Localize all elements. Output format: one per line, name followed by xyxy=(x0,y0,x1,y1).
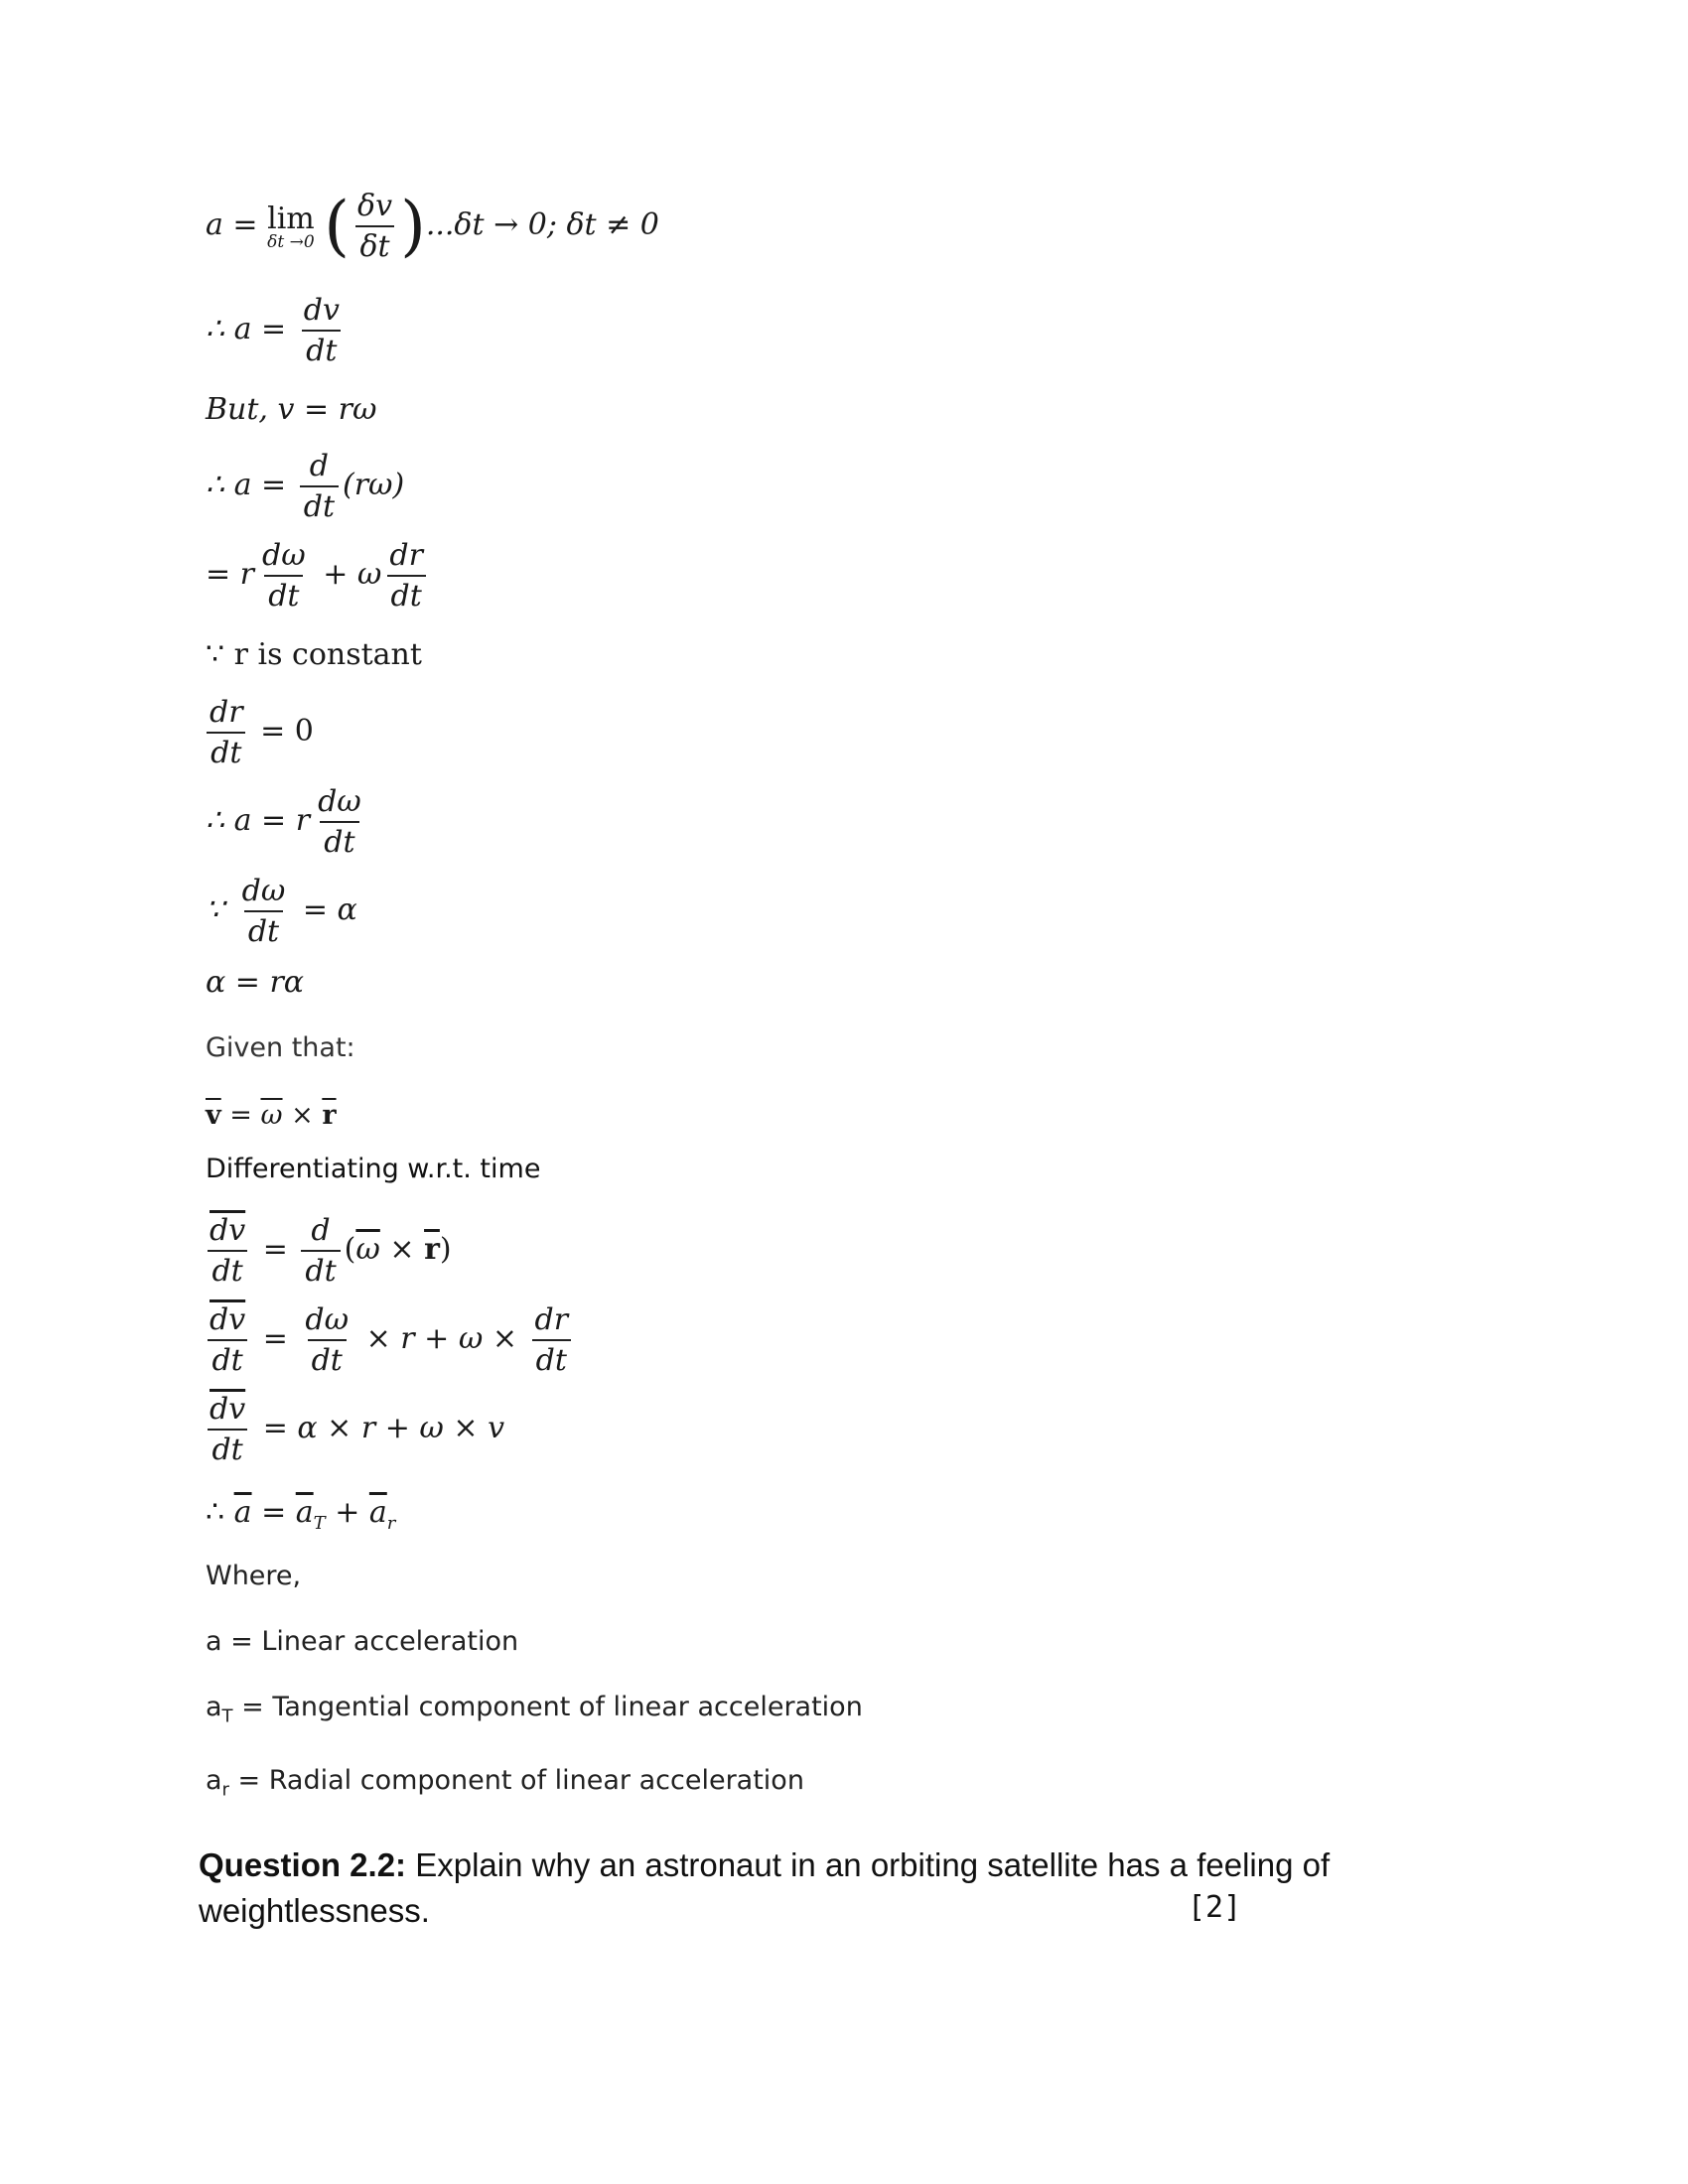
v-vector: $\overline{v}$ xyxy=(206,1100,221,1131)
limit-condition: ...δt → 0; δt ≠ 0 xyxy=(425,207,659,242)
product-rule-equation xyxy=(206,538,431,614)
definition-tangential-acceleration xyxy=(206,1692,863,1726)
given-that-label: Given that: xyxy=(206,1032,355,1063)
fraction xyxy=(300,449,339,524)
r-vector: $\overline{r}$ xyxy=(322,1100,337,1131)
fraction xyxy=(206,1302,249,1378)
prefix: ∵ xyxy=(206,892,225,927)
fraction xyxy=(206,1213,249,1289)
numerator: d xyxy=(311,1213,331,1248)
question-2-2 xyxy=(199,1843,1331,1934)
fraction xyxy=(238,874,290,949)
fraction xyxy=(300,293,344,368)
limit-operator xyxy=(267,202,315,252)
velocity-relation: But, v = rω xyxy=(206,392,377,427)
vector-derivative-equation-2 xyxy=(206,1302,576,1378)
numerator: dr xyxy=(210,695,243,730)
fraction xyxy=(353,189,396,264)
acceleration-product-equation xyxy=(206,449,404,524)
fraction xyxy=(301,1213,340,1289)
denominator: dt xyxy=(301,1250,340,1289)
numerator: dω xyxy=(318,784,361,819)
plus: + xyxy=(325,1495,369,1530)
denominator: dt xyxy=(300,485,339,524)
denominator: dt xyxy=(302,330,341,368)
paren: ) xyxy=(439,1232,452,1267)
question-text: Explain why an astronaut in an orbiting satellite has a feeling of weightlessness. xyxy=(199,1846,1331,1929)
definition-text: = Tangential component of linear acceleration xyxy=(232,1692,863,1722)
prefix: ∴ a = xyxy=(206,468,287,502)
vector-derivative-equation-1 xyxy=(206,1213,452,1289)
acceleration-r-domega-equation xyxy=(206,784,369,860)
acceleration-derivative-equation xyxy=(206,293,348,368)
therefore: ∴ xyxy=(206,1495,225,1530)
dr-dt-zero-equation xyxy=(206,695,314,770)
numerator: $\overline{dv}$ xyxy=(210,1302,246,1337)
middle-term: + ω xyxy=(323,557,382,592)
lim-subscript: δt →0 xyxy=(267,231,315,252)
denominator: dt xyxy=(208,1250,246,1289)
equals: = xyxy=(262,1232,288,1267)
symbol: a xyxy=(206,1626,222,1657)
definition-linear-acceleration xyxy=(206,1626,518,1657)
ar-vector: $\overline{a}$ xyxy=(368,1495,387,1530)
fraction xyxy=(301,1302,352,1378)
fraction xyxy=(206,695,247,770)
acceleration-components-equation xyxy=(206,1495,395,1534)
denominator: dt xyxy=(264,575,303,614)
where-label: Where, xyxy=(206,1561,302,1591)
fraction xyxy=(314,784,365,860)
denominator: dt xyxy=(208,1429,246,1467)
question-label: Question 2.2: xyxy=(199,1846,407,1883)
right-paren: ) xyxy=(400,188,426,264)
angular-acceleration-definition xyxy=(206,874,357,949)
denominator: dt xyxy=(208,1339,246,1378)
middle-term: × r + ω × xyxy=(365,1321,517,1356)
fraction xyxy=(531,1302,573,1378)
numerator: dω xyxy=(262,538,306,573)
symbol: a xyxy=(206,1692,222,1722)
paren: ( xyxy=(344,1232,356,1267)
suffix: = 0 xyxy=(260,714,314,749)
prefix: ∴ a = r xyxy=(206,803,311,838)
definition-text: = Radial component of linear acceleration xyxy=(228,1765,804,1796)
vector-velocity-equation xyxy=(206,1100,337,1131)
a-vector: $\overline{a}$ xyxy=(233,1495,252,1530)
denominator: dt xyxy=(308,1339,347,1378)
cross: × xyxy=(379,1232,425,1267)
numerator: $\overline{dv}$ xyxy=(210,1213,246,1248)
subscript-r: r xyxy=(386,1513,396,1534)
numerator: d xyxy=(309,449,329,483)
lhs: a = xyxy=(206,207,258,242)
cross: × xyxy=(282,1100,323,1131)
prefix: = r xyxy=(206,557,255,592)
rhs: = α × r + ω × v xyxy=(262,1411,505,1445)
numerator: dr xyxy=(389,538,423,573)
vector-derivative-equation-3 xyxy=(206,1392,504,1467)
suffix: (rω) xyxy=(343,468,405,502)
fraction xyxy=(385,538,427,614)
linear-angular-acceleration-relation: α = rα xyxy=(206,965,305,1000)
omega-vector: $\overline{\omega}$ xyxy=(260,1100,283,1131)
subscript: r xyxy=(221,1779,229,1801)
lim-text: lim xyxy=(267,201,315,236)
numerator: dω xyxy=(241,874,286,908)
definition-radial-acceleration xyxy=(206,1765,804,1800)
fraction xyxy=(206,1392,249,1467)
aT-vector: $\overline{a}$ xyxy=(295,1495,314,1530)
denominator: dt xyxy=(532,1339,571,1378)
numerator: $\overline{dv}$ xyxy=(210,1392,246,1427)
subscript-T: T xyxy=(313,1513,326,1534)
r-vector: $\overline{r}$ xyxy=(424,1232,440,1267)
omega-vector: $\overline{\omega}$ xyxy=(355,1232,380,1267)
prefix: ∴ a = xyxy=(206,312,287,346)
subscript: T xyxy=(221,1706,233,1727)
denominator: dt xyxy=(320,821,358,860)
symbol: a xyxy=(206,1765,222,1796)
equals: = xyxy=(251,1495,296,1530)
equals: = xyxy=(262,1321,288,1356)
denominator: δt xyxy=(355,225,393,264)
denominator: dt xyxy=(387,575,426,614)
numerator: dω xyxy=(305,1302,350,1337)
numerator: dr xyxy=(534,1302,569,1337)
r-constant-statement: ∵ r is constant xyxy=(206,637,422,672)
differentiating-label: Differentiating w.r.t. time xyxy=(206,1154,541,1184)
denominator: dt xyxy=(207,732,245,770)
numerator: dv xyxy=(303,293,340,328)
suffix: = α xyxy=(302,892,357,927)
denominator: dt xyxy=(244,910,283,949)
question-marks: [2] xyxy=(1188,1890,1242,1925)
left-paren: ( xyxy=(324,188,351,264)
definition-text: = Linear acceleration xyxy=(221,1626,519,1657)
fraction xyxy=(258,538,310,614)
equals: = xyxy=(220,1100,261,1131)
limit-definition-equation xyxy=(206,189,659,264)
numerator: δv xyxy=(357,189,393,223)
